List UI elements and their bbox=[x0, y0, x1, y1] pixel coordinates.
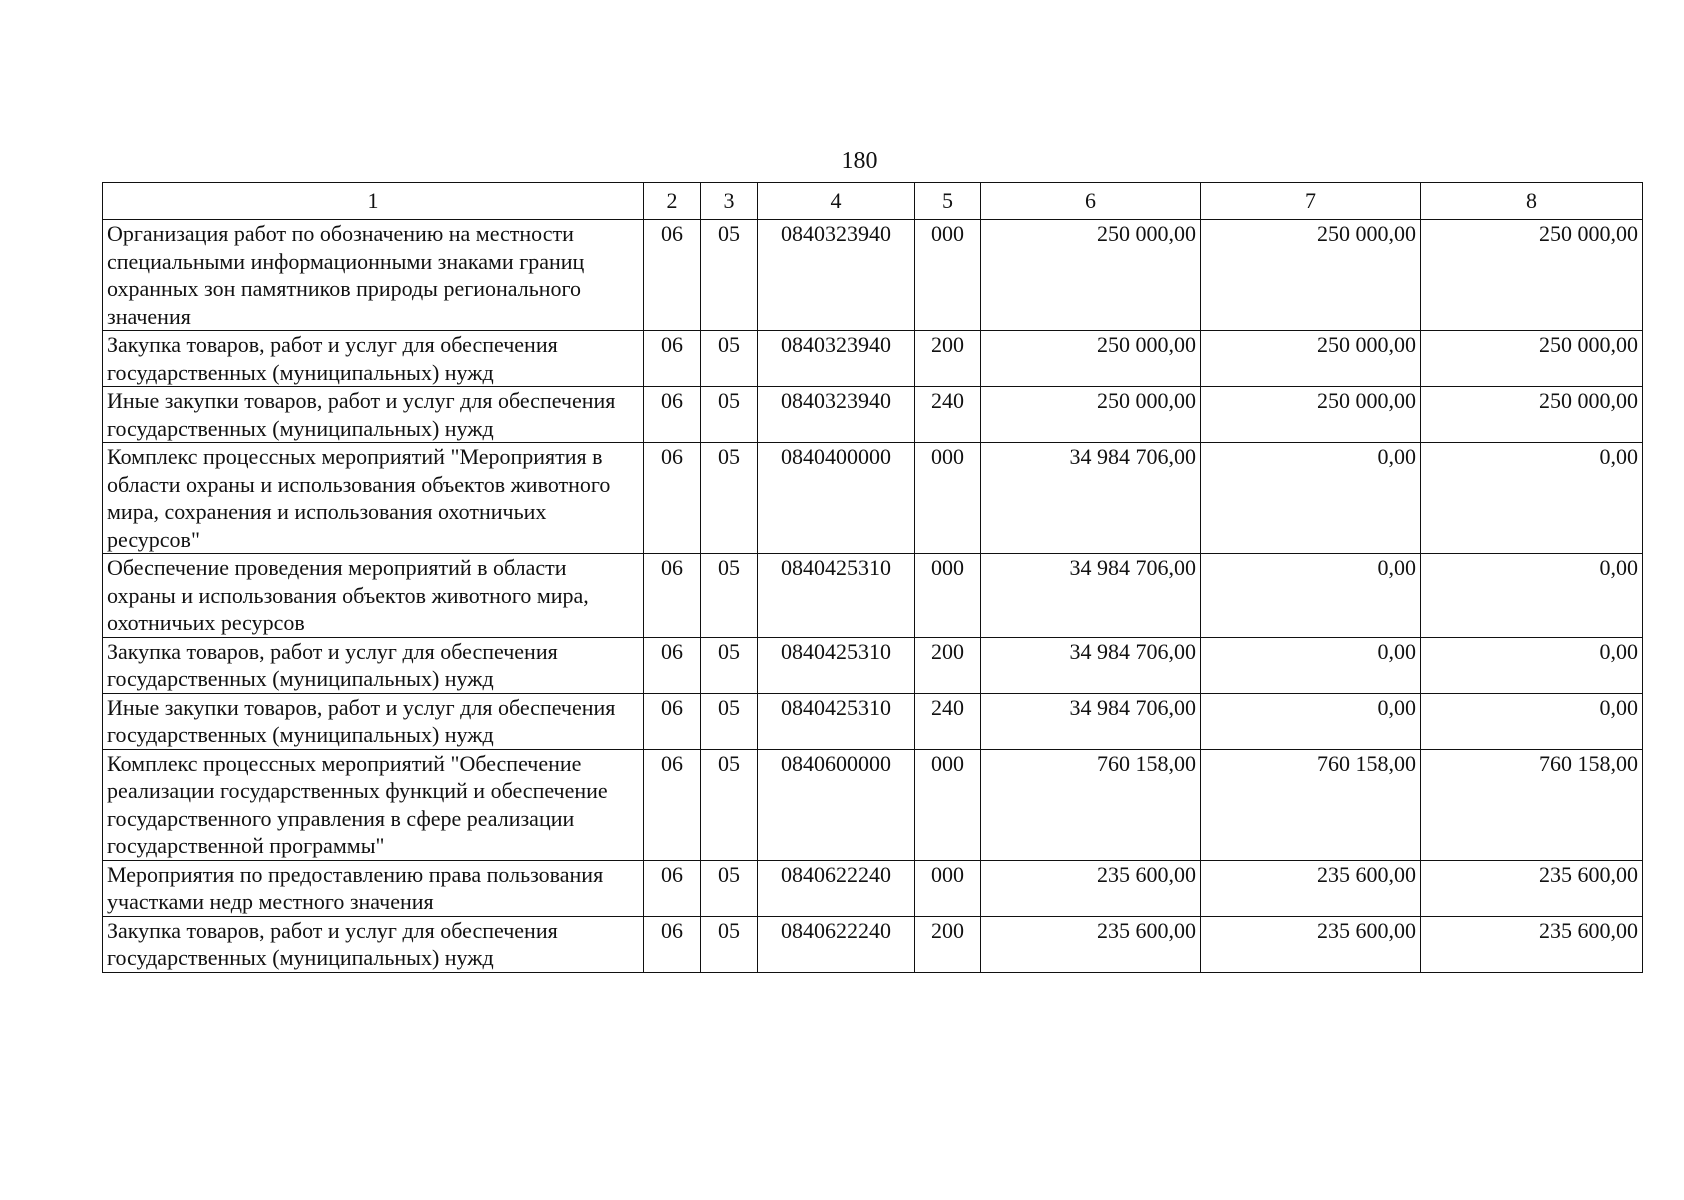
header-col-2: 2 bbox=[644, 183, 701, 220]
table-row bbox=[103, 443, 1643, 554]
table-row bbox=[103, 749, 1643, 860]
row-target-code: 0840323940 bbox=[758, 331, 915, 387]
row-amount-col6: 34 984 706,00 bbox=[981, 637, 1201, 693]
row-amount-col7: 250 000,00 bbox=[1201, 331, 1421, 387]
header-col-8: 8 bbox=[1421, 183, 1643, 220]
row-amount-col6: 250 000,00 bbox=[981, 220, 1201, 331]
row-amount-col7: 250 000,00 bbox=[1201, 387, 1421, 443]
row-amount-col6: 235 600,00 bbox=[981, 916, 1201, 972]
row-subsection: 05 bbox=[701, 916, 758, 972]
row-expense-type: 000 bbox=[915, 554, 981, 638]
row-amount-col8: 0,00 bbox=[1421, 693, 1643, 749]
row-amount-col8: 235 600,00 bbox=[1421, 860, 1643, 916]
row-name: Комплекс процессных мероприятий "Мероприятия в области охраны и использования объектов животного мира, сохранения и использования охотничьих ресурсов" bbox=[103, 443, 644, 554]
row-section: 06 bbox=[644, 387, 701, 443]
row-section: 06 bbox=[644, 916, 701, 972]
row-subsection: 05 bbox=[701, 387, 758, 443]
row-amount-col6: 34 984 706,00 bbox=[981, 443, 1201, 554]
header-col-5: 5 bbox=[915, 183, 981, 220]
row-target-code: 0840323940 bbox=[758, 387, 915, 443]
row-amount-col8: 235 600,00 bbox=[1421, 916, 1643, 972]
table-row bbox=[103, 387, 1643, 443]
budget-table bbox=[102, 182, 1643, 973]
row-amount-col6: 34 984 706,00 bbox=[981, 554, 1201, 638]
row-amount-col8: 0,00 bbox=[1421, 637, 1643, 693]
row-name: Закупка товаров, работ и услуг для обеспечения государственных (муниципальных) нужд bbox=[103, 916, 644, 972]
row-subsection: 05 bbox=[701, 693, 758, 749]
header-col-1: 1 bbox=[103, 183, 644, 220]
row-target-code: 0840425310 bbox=[758, 693, 915, 749]
header-col-7: 7 bbox=[1201, 183, 1421, 220]
row-amount-col8: 250 000,00 bbox=[1421, 220, 1643, 331]
row-expense-type: 240 bbox=[915, 693, 981, 749]
row-amount-col7: 760 158,00 bbox=[1201, 749, 1421, 860]
row-expense-type: 000 bbox=[915, 860, 981, 916]
row-amount-col6: 250 000,00 bbox=[981, 387, 1201, 443]
row-subsection: 05 bbox=[701, 220, 758, 331]
row-expense-type: 200 bbox=[915, 916, 981, 972]
row-subsection: 05 bbox=[701, 637, 758, 693]
row-amount-col7: 0,00 bbox=[1201, 554, 1421, 638]
row-amount-col7: 235 600,00 bbox=[1201, 860, 1421, 916]
row-name: Иные закупки товаров, работ и услуг для обеспечения государственных (муниципальных) нужд bbox=[103, 387, 644, 443]
row-amount-col7: 0,00 bbox=[1201, 637, 1421, 693]
row-subsection: 05 bbox=[701, 860, 758, 916]
row-amount-col7: 235 600,00 bbox=[1201, 916, 1421, 972]
row-name: Иные закупки товаров, работ и услуг для обеспечения государственных (муниципальных) нужд bbox=[103, 693, 644, 749]
row-section: 06 bbox=[644, 637, 701, 693]
row-expense-type: 240 bbox=[915, 387, 981, 443]
row-section: 06 bbox=[644, 860, 701, 916]
table-row bbox=[103, 637, 1643, 693]
table-row bbox=[103, 331, 1643, 387]
table-row bbox=[103, 220, 1643, 331]
table-row bbox=[103, 693, 1643, 749]
row-target-code: 0840622240 bbox=[758, 860, 915, 916]
row-section: 06 bbox=[644, 693, 701, 749]
header-row bbox=[103, 183, 1643, 220]
header-col-3: 3 bbox=[701, 183, 758, 220]
row-amount-col8: 250 000,00 bbox=[1421, 387, 1643, 443]
header-col-6: 6 bbox=[981, 183, 1201, 220]
row-amount-col6: 34 984 706,00 bbox=[981, 693, 1201, 749]
row-amount-col6: 235 600,00 bbox=[981, 860, 1201, 916]
row-name: Мероприятия по предоставлению права пользования участками недр местного значения bbox=[103, 860, 644, 916]
row-amount-col8: 0,00 bbox=[1421, 554, 1643, 638]
row-expense-type: 200 bbox=[915, 331, 981, 387]
table-row bbox=[103, 860, 1643, 916]
table-row bbox=[103, 916, 1643, 972]
row-name: Закупка товаров, работ и услуг для обеспечения государственных (муниципальных) нужд bbox=[103, 637, 644, 693]
row-section: 06 bbox=[644, 554, 701, 638]
row-expense-type: 000 bbox=[915, 749, 981, 860]
row-subsection: 05 bbox=[701, 443, 758, 554]
row-target-code: 0840425310 bbox=[758, 554, 915, 638]
row-expense-type: 000 bbox=[915, 220, 981, 331]
row-amount-col8: 760 158,00 bbox=[1421, 749, 1643, 860]
row-amount-col6: 250 000,00 bbox=[981, 331, 1201, 387]
row-section: 06 bbox=[644, 331, 701, 387]
row-amount-col8: 0,00 bbox=[1421, 443, 1643, 554]
row-amount-col8: 250 000,00 bbox=[1421, 331, 1643, 387]
row-target-code: 0840622240 bbox=[758, 916, 915, 972]
row-target-code: 0840400000 bbox=[758, 443, 915, 554]
row-name: Организация работ по обозначению на местности специальными информационными знаками границ охранных зон памятников природы регионального значения bbox=[103, 220, 644, 331]
row-target-code: 0840323940 bbox=[758, 220, 915, 331]
header-col-4: 4 bbox=[758, 183, 915, 220]
row-target-code: 0840600000 bbox=[758, 749, 915, 860]
row-name: Обеспечение проведения мероприятий в области охраны и использования объектов животного мира, охотничьих ресурсов bbox=[103, 554, 644, 638]
row-target-code: 0840425310 bbox=[758, 637, 915, 693]
row-subsection: 05 bbox=[701, 554, 758, 638]
row-name: Закупка товаров, работ и услуг для обеспечения государственных (муниципальных) нужд bbox=[103, 331, 644, 387]
table-row bbox=[103, 554, 1643, 638]
row-amount-col7: 250 000,00 bbox=[1201, 220, 1421, 331]
row-expense-type: 200 bbox=[915, 637, 981, 693]
row-section: 06 bbox=[644, 220, 701, 331]
row-name: Комплекс процессных мероприятий "Обеспечение реализации государственных функций и обеспечение государственного управления в сфере реализации государственной программы" bbox=[103, 749, 644, 860]
row-section: 06 bbox=[644, 749, 701, 860]
row-subsection: 05 bbox=[701, 331, 758, 387]
row-amount-col6: 760 158,00 bbox=[981, 749, 1201, 860]
row-amount-col7: 0,00 bbox=[1201, 693, 1421, 749]
row-subsection: 05 bbox=[701, 749, 758, 860]
row-amount-col7: 0,00 bbox=[1201, 443, 1421, 554]
row-section: 06 bbox=[644, 443, 701, 554]
row-expense-type: 000 bbox=[915, 443, 981, 554]
page-number: 180 bbox=[841, 148, 878, 174]
